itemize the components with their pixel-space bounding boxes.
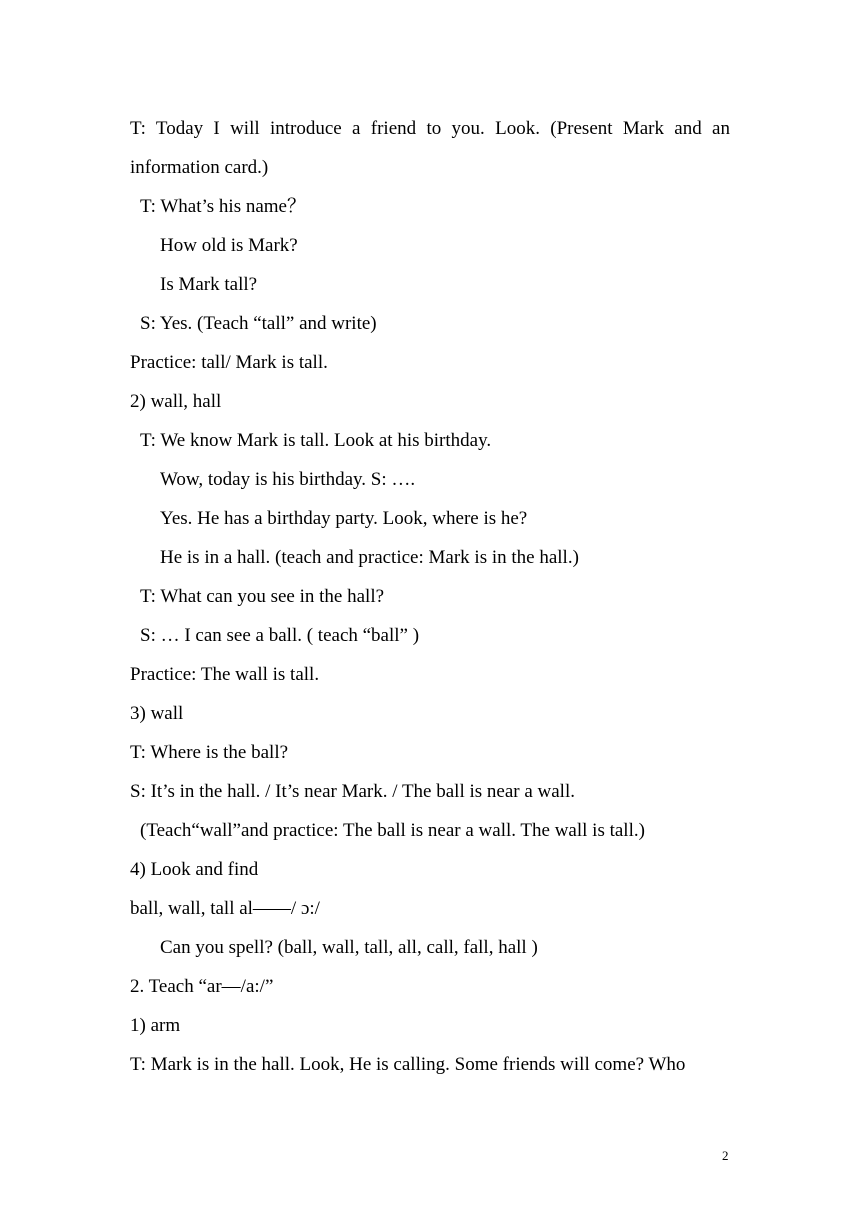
text-line: T: We know Mark is tall. Look at his birthday. — [140, 430, 492, 451]
text-line: How old is Mark? — [160, 235, 298, 256]
text-line: Yes. He has a birthday party. Look, where is he? — [160, 508, 528, 529]
text-line: Practice: The wall is tall. — [130, 664, 320, 685]
text-line: 2) wall, hall — [130, 391, 222, 412]
text-line: He is in a hall. (teach and practice: Mark is in the hall.) — [160, 547, 579, 568]
text-line: 4) Look and find — [130, 859, 259, 880]
text-line: T: Today I will introduce a friend to you. Look. (Present Mark and an — [130, 118, 730, 139]
text-line: T: Mark is in the hall. Look, He is calling. Some friends will come? Who — [130, 1054, 686, 1075]
text-line: Is Mark tall? — [160, 274, 258, 295]
page-number: 2 — [722, 1148, 729, 1163]
text-line: T: Where is the ball? — [130, 742, 289, 763]
text-line: 3) wall — [130, 703, 184, 724]
text-line: T: What’s his name？ — [140, 196, 306, 217]
text-line: Wow, today is his birthday. S: …. — [160, 469, 416, 490]
text-line: ball, wall, tall al——/ ɔ:/ — [130, 898, 320, 919]
text-line: Can you spell? (ball, wall, tall, all, call, fall, hall ) — [160, 937, 538, 958]
text-line: information card.) — [130, 157, 269, 178]
text-line: S: Yes. (Teach “tall” and write) — [140, 313, 377, 334]
text-line: T: What can you see in the hall? — [140, 586, 385, 607]
text-line: S: … I can see a ball. ( teach “ball” ) — [140, 625, 420, 646]
text-line: Practice: tall/ Mark is tall. — [130, 352, 328, 373]
text-line: 2. Teach “ar—/a:/” — [130, 976, 274, 997]
text-line: 1) arm — [130, 1015, 181, 1036]
text-line: S: It’s in the hall. / It’s near Mark. / The ball is near a wall. — [130, 781, 575, 802]
text-line: (Teach“wall”and practice: The ball is near a wall. The wall is tall.) — [140, 820, 645, 841]
